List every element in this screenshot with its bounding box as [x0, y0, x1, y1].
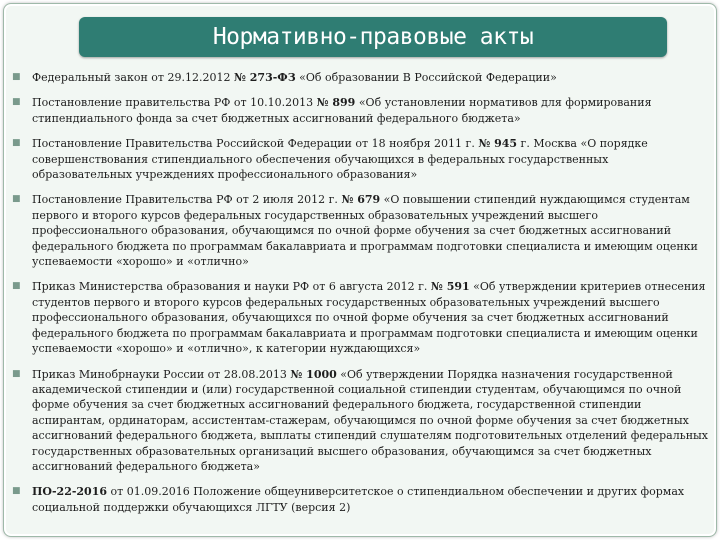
document-list [12, 70, 710, 525]
bullet-icon: ■ [12, 194, 21, 205]
item-text: Приказ Министерства образования и науки РФ от 6 августа 2012 г. [32, 280, 431, 294]
document-number: № 945 [478, 137, 518, 151]
bullet-icon: ■ [12, 72, 21, 82]
document-number: № 591 [430, 280, 470, 294]
item-text: Федеральный закон от 29.12.2012 [32, 71, 234, 84]
item-text: Постановление Правительства РФ от 2 июля 2012 г. [32, 193, 342, 207]
list-item [12, 279, 710, 356]
item-text: «Об утверждении критериев отнесения студентов первого и второго курсов федеральных государственных образовательных учреждений высшего профессионального образования, обучающихся по очной форме обучения за счет бюджетных ассигнований федерального бюджета по программам бакалавриата и программам подготовки специалиста и имеющим оценки успеваемости «хорошо» и «отлично», к категории нуждающихся» [32, 280, 706, 356]
list-item [12, 367, 710, 475]
bullet-icon: ■ [12, 368, 21, 379]
document-number: ПО-22-2016 [32, 485, 108, 499]
document-number: № 899 [316, 96, 356, 110]
document-number: № 1000 [290, 367, 337, 381]
title-banner [79, 17, 667, 57]
list-item [12, 192, 710, 269]
list-item [12, 70, 710, 85]
list-item [12, 484, 710, 515]
item-text: Постановление правительства РФ от 10.10.2013 [32, 96, 317, 110]
bullet-icon: ■ [12, 97, 21, 108]
item-text: «Об утверждении Порядка назначения государственной академической стипендии и (или) государственной социальной стипендии студентам, обучающимся по очной форме обучения за счет бюджетных ассигнований федерального бюджета, государственной стипендии аспирантам, ординаторам, ассистентам-стажерам, обучающимся по очной форме обучения за счет бюджетных ассигнований федерального бюджета, выплаты стипендий слушателям подготовительных отделений федеральных государственных образовательных организаций высшего образования, обучающимся за счет бюджетных ассигнований федерального бюджета» [32, 367, 709, 473]
list-item [12, 136, 710, 182]
page-title: Нормативно-правовые акты [212, 24, 534, 50]
list-item [12, 95, 710, 126]
item-text: от 01.09.2016 Положение общеуниверситетское о стипендиальном обеспечении и других формах социальной поддержки обучающихся ЛГТУ (версия 2) [32, 485, 685, 514]
bullet-icon: ■ [12, 138, 21, 149]
bullet-icon: ■ [12, 486, 21, 497]
item-text: г. Москва «О порядке совершенствования стипендиального обеспечения обучающихся в федеральных государственных образовательных учреждениях профессионального образования» [32, 137, 648, 182]
item-text: «Об установлении нормативов для формирования стипендиального фонда за счет бюджетных ассигнований федерального бюджета» [32, 96, 652, 125]
item-text: «Об образовании В Российской Федерации» [295, 71, 557, 84]
document-number: № 273-ФЗ [233, 71, 296, 84]
document-number: № 679 [341, 193, 381, 207]
item-text: Приказ Минобрнауки России от 28.08.2013 [32, 367, 291, 381]
bullet-icon: ■ [12, 281, 21, 292]
item-text: «О повышении стипендий нуждающимся студентам первого и второго курсов федеральных государственных образовательных учреждений высшего профессионального образования, обучающимся по очной форме обучения за счет бюджетных ассигнований федерального бюджета по программам бакалавриата и программам подготовки специалиста и имеющим оценки успеваемости «хорошо» и «отлично» [32, 193, 698, 269]
item-text: Постановление Правительства Российской Федерации от 18 ноября 2011 г. [32, 137, 479, 151]
